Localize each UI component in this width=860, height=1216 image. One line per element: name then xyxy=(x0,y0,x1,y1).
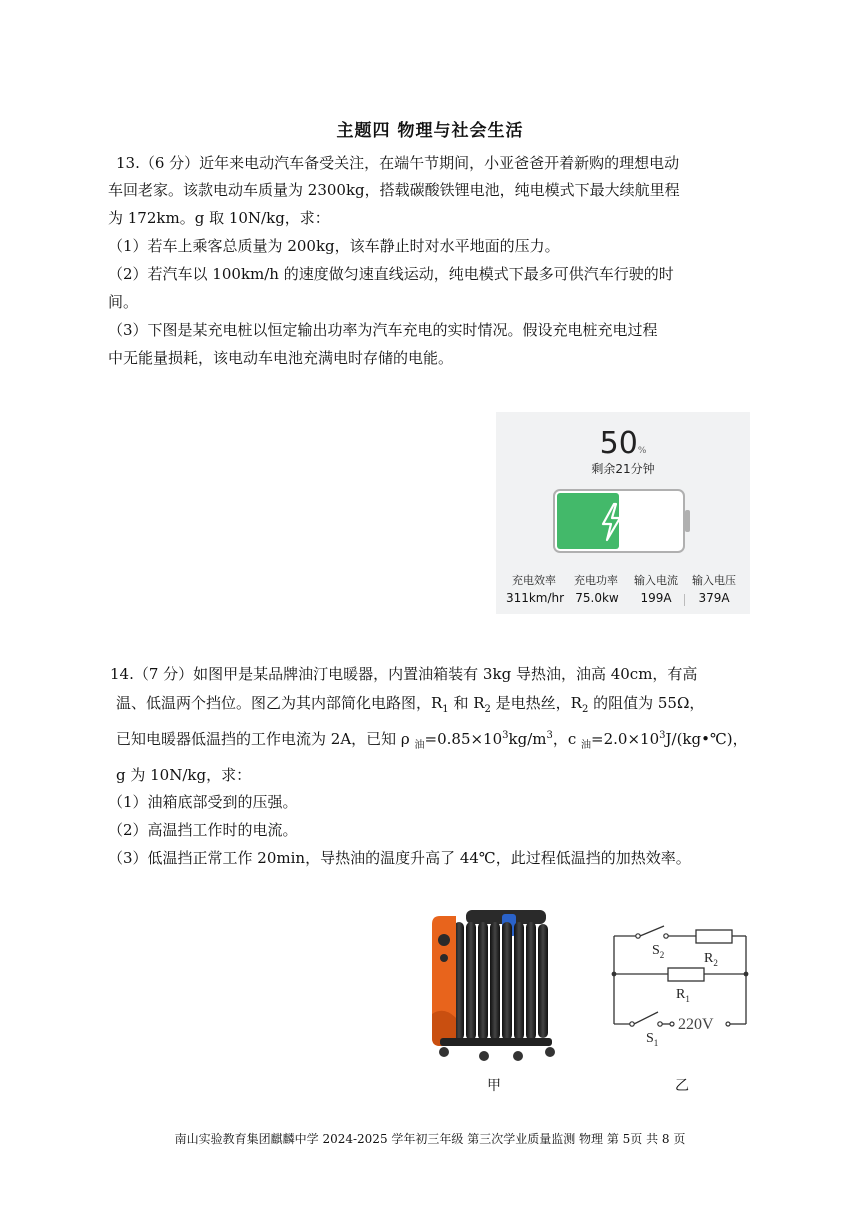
stat-value-efficiency: 311km/hr xyxy=(505,591,565,605)
heater-knob xyxy=(440,954,448,962)
q13-line: 为 172km。g 取 10N/kg，求： xyxy=(108,209,330,227)
label-r2: $R_2$ xyxy=(704,951,718,968)
stat-label-voltage: 输入电压 xyxy=(692,574,736,587)
heater-fins xyxy=(454,922,548,1040)
charging-status-panel xyxy=(496,412,750,614)
junction-dot xyxy=(744,972,749,977)
switch-s2-blade xyxy=(640,926,664,936)
oil-heater-illustration xyxy=(426,906,562,1066)
q13-line: 间。 xyxy=(108,293,139,311)
page-footer: 南山实验教育集团麒麟中学 2024-2025 学年初三年级 第三次学业质量监测 物理 第 5页 共 8 页 xyxy=(174,1132,686,1146)
wheel xyxy=(545,1047,555,1057)
circuit-diagram xyxy=(606,918,756,1048)
q14-line: g 为 10N/kg，求： xyxy=(116,766,252,784)
figure-label-yi: 乙 xyxy=(675,1078,689,1094)
source-terminal xyxy=(726,1022,730,1026)
stat-value-voltage: 379A xyxy=(698,591,730,605)
label-s1: $S_1$ xyxy=(646,1031,659,1048)
charge-percent xyxy=(496,426,750,461)
stat-divider xyxy=(684,594,685,606)
q13-line: 13.（6 分）近年来电动汽车备受关注，在端午节期间，小亚爸爸开着新购的理想电动 xyxy=(116,154,680,172)
stat-label-current: 输入电流 xyxy=(634,574,678,587)
label-source-voltage: 220V xyxy=(678,1016,714,1033)
heater-knob xyxy=(438,934,450,946)
stat-value-current: 199A xyxy=(640,591,672,605)
q13-line: 中无能量损耗，该电动车电池充满电时存储的电能。 xyxy=(108,349,454,367)
q13-line: （1）若车上乘客总质量为 200kg，该车静止时对水平地面的压力。 xyxy=(108,237,560,255)
battery-icon xyxy=(552,488,698,556)
figure-label-jia: 甲 xyxy=(487,1078,501,1094)
charge-percent-value: 50 xyxy=(599,426,638,461)
remaining-time: 剩余21分钟 xyxy=(591,462,655,476)
q14-line: 温、低温两个挡位。图乙为其内部简化电路图，$R_1$ 和 $R_2$ 是电热丝，$R_2$ 的阻值为 55Ω， xyxy=(116,694,705,715)
q13-line: （2）若汽车以 100km/h 的速度做匀速直线运动，纯电模式下最多可供汽车行驶的时 xyxy=(108,265,674,283)
source-terminal xyxy=(670,1022,674,1026)
q13-line: （3）下图是某充电桩以恒定输出功率为汽车充电的实时情况。假设充电桩充电过程 xyxy=(108,321,658,339)
stat-label-efficiency: 充电效率 xyxy=(512,574,556,587)
section-title: 主题四 物理与社会生活 xyxy=(336,121,524,141)
charge-percent-unit: % xyxy=(637,446,647,456)
q14-line: （2）高温挡工作时的电流。 xyxy=(108,821,298,839)
switch-s1-blade xyxy=(634,1012,658,1024)
label-r1: $R_1$ xyxy=(676,987,690,1004)
q14-line: （1）油箱底部受到的压强。 xyxy=(108,793,298,811)
stat-value-power: 75.0kw xyxy=(575,591,619,605)
wheel xyxy=(439,1047,449,1057)
junction-dot xyxy=(612,972,617,977)
battery-fill-level xyxy=(557,493,619,549)
wheel xyxy=(479,1051,489,1061)
stat-label-power: 充电功率 xyxy=(574,574,618,587)
resistor-r2 xyxy=(696,930,732,943)
wheel xyxy=(513,1051,523,1061)
label-s2: $S_2$ xyxy=(652,943,665,960)
battery-terminal xyxy=(685,510,690,532)
q14-line: 14.（7 分）如图甲是某品牌油汀电暖器，内置油箱装有 3kg 导热油，油高 40cm，有高 xyxy=(110,665,698,683)
q13-line: 车回老家。该款电动车质量为 2300kg，搭载碳酸铁锂电池，纯电模式下最大续航里程 xyxy=(108,181,680,199)
q14-line: 已知电暖器低温挡的工作电流为 2A，已知 ρ $_油=0.85\times 10^3kg/m^3$，c $_油=2.0\times 10^3J/(kg•℃)$， xyxy=(116,730,748,751)
resistor-r1 xyxy=(668,968,704,981)
heater-base xyxy=(440,1038,552,1046)
q14-line: （3）低温挡正常工作 20min，导热油的温度升高了 44℃，此过程低温挡的加热效率。 xyxy=(108,849,691,867)
